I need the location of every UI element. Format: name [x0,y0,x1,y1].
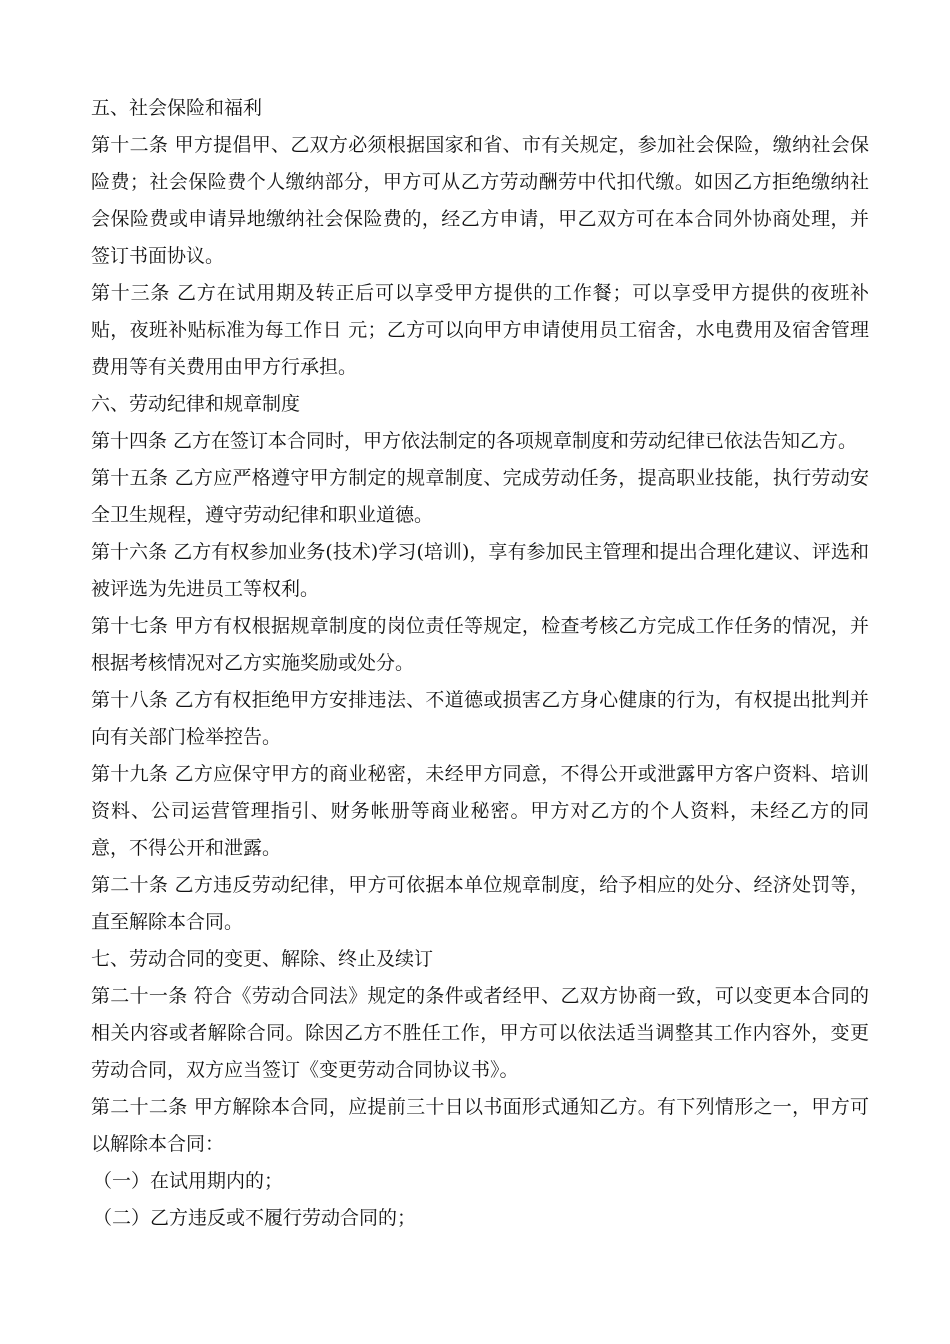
article-16: 第十六条 乙方有权参加业务(技术)学习(培训)，享有参加民主管理和提出合理化建议、评选和被评选为先进员工等权利。 [91,541,869,600]
article-18: 第十八条 乙方有权拒绝甲方安排违法、不道德或损害乙方身心健康的行为，有权提出批判并向有关部门检举控告。 [91,689,869,748]
section-heading-5: 五、社会保险和福利 [91,97,263,119]
clause-item-2: （二）乙方违反或不履行劳动合同的； [93,1207,417,1229]
section-heading-7: 七、劳动合同的变更、解除、终止及续订 [91,948,434,970]
article-21: 第二十一条 符合《劳动合同法》规定的条件或者经甲、乙双方协商一致，可以变更本合同的相关内容或者解除合同。除因乙方不胜任工作，甲方可以依法适当调整其工作内容外，变更劳动合同，双方应当签订《变更劳动合同协议书》。 [91,985,869,1081]
article-22: 第二十二条 甲方解除本合同，应提前三十日以书面形式通知乙方。有下列情形之一，甲方可以解除本合同： [91,1096,869,1155]
article-15: 第十五条 乙方应严格遵守甲方制定的规章制度、完成劳动任务，提高职业技能，执行劳动安全卫生规程，遵守劳动纪律和职业道德。 [91,467,869,526]
section-heading-6: 六、劳动纪律和规章制度 [91,393,301,415]
clause-item-1: （一）在试用期内的； [93,1170,284,1192]
article-20: 第二十条 乙方违反劳动纪律，甲方可依据本单位规章制度，给予相应的处分、经济处罚等，直至解除本合同。 [91,874,869,933]
article-17: 第十七条 甲方有权根据规章制度的岗位责任等规定，检查考核乙方完成工作任务的情况，并根据考核情况对乙方实施奖励或处分。 [91,615,869,674]
document-page [91,90,869,1237]
article-14: 第十四条 乙方在签订本合同时，甲方依法制定的各项规章制度和劳动纪律已依法告知乙方。 [91,430,858,452]
article-19: 第十九条 乙方应保守甲方的商业秘密，未经甲方同意，不得公开或泄露甲方客户资料、培训资料、公司运营管理指引、财务帐册等商业秘密。甲方对乙方的个人资料，未经乙方的同意，不得公开和泄露。 [91,763,869,859]
article-13: 第十三条 乙方在试用期及转正后可以享受甲方提供的工作餐；可以享受甲方提供的夜班补贴，夜班补贴标准为每工作日 元；乙方可以向甲方申请使用员工宿舍，水电费用及宿舍管理费用等有关费用由甲方行承担。 [91,282,869,378]
article-12: 第十二条 甲方提倡甲、乙双方必须根据国家和省、市有关规定，参加社会保险，缴纳社会保险费；社会保险费个人缴纳部分，甲方可从乙方劳动酬劳中代扣代缴。如因乙方拒绝缴纳社会保险费或申请异地缴纳社会保险费的，经乙方申请，甲乙双方可在本合同外协商处理，并签订书面协议。 [91,134,869,267]
